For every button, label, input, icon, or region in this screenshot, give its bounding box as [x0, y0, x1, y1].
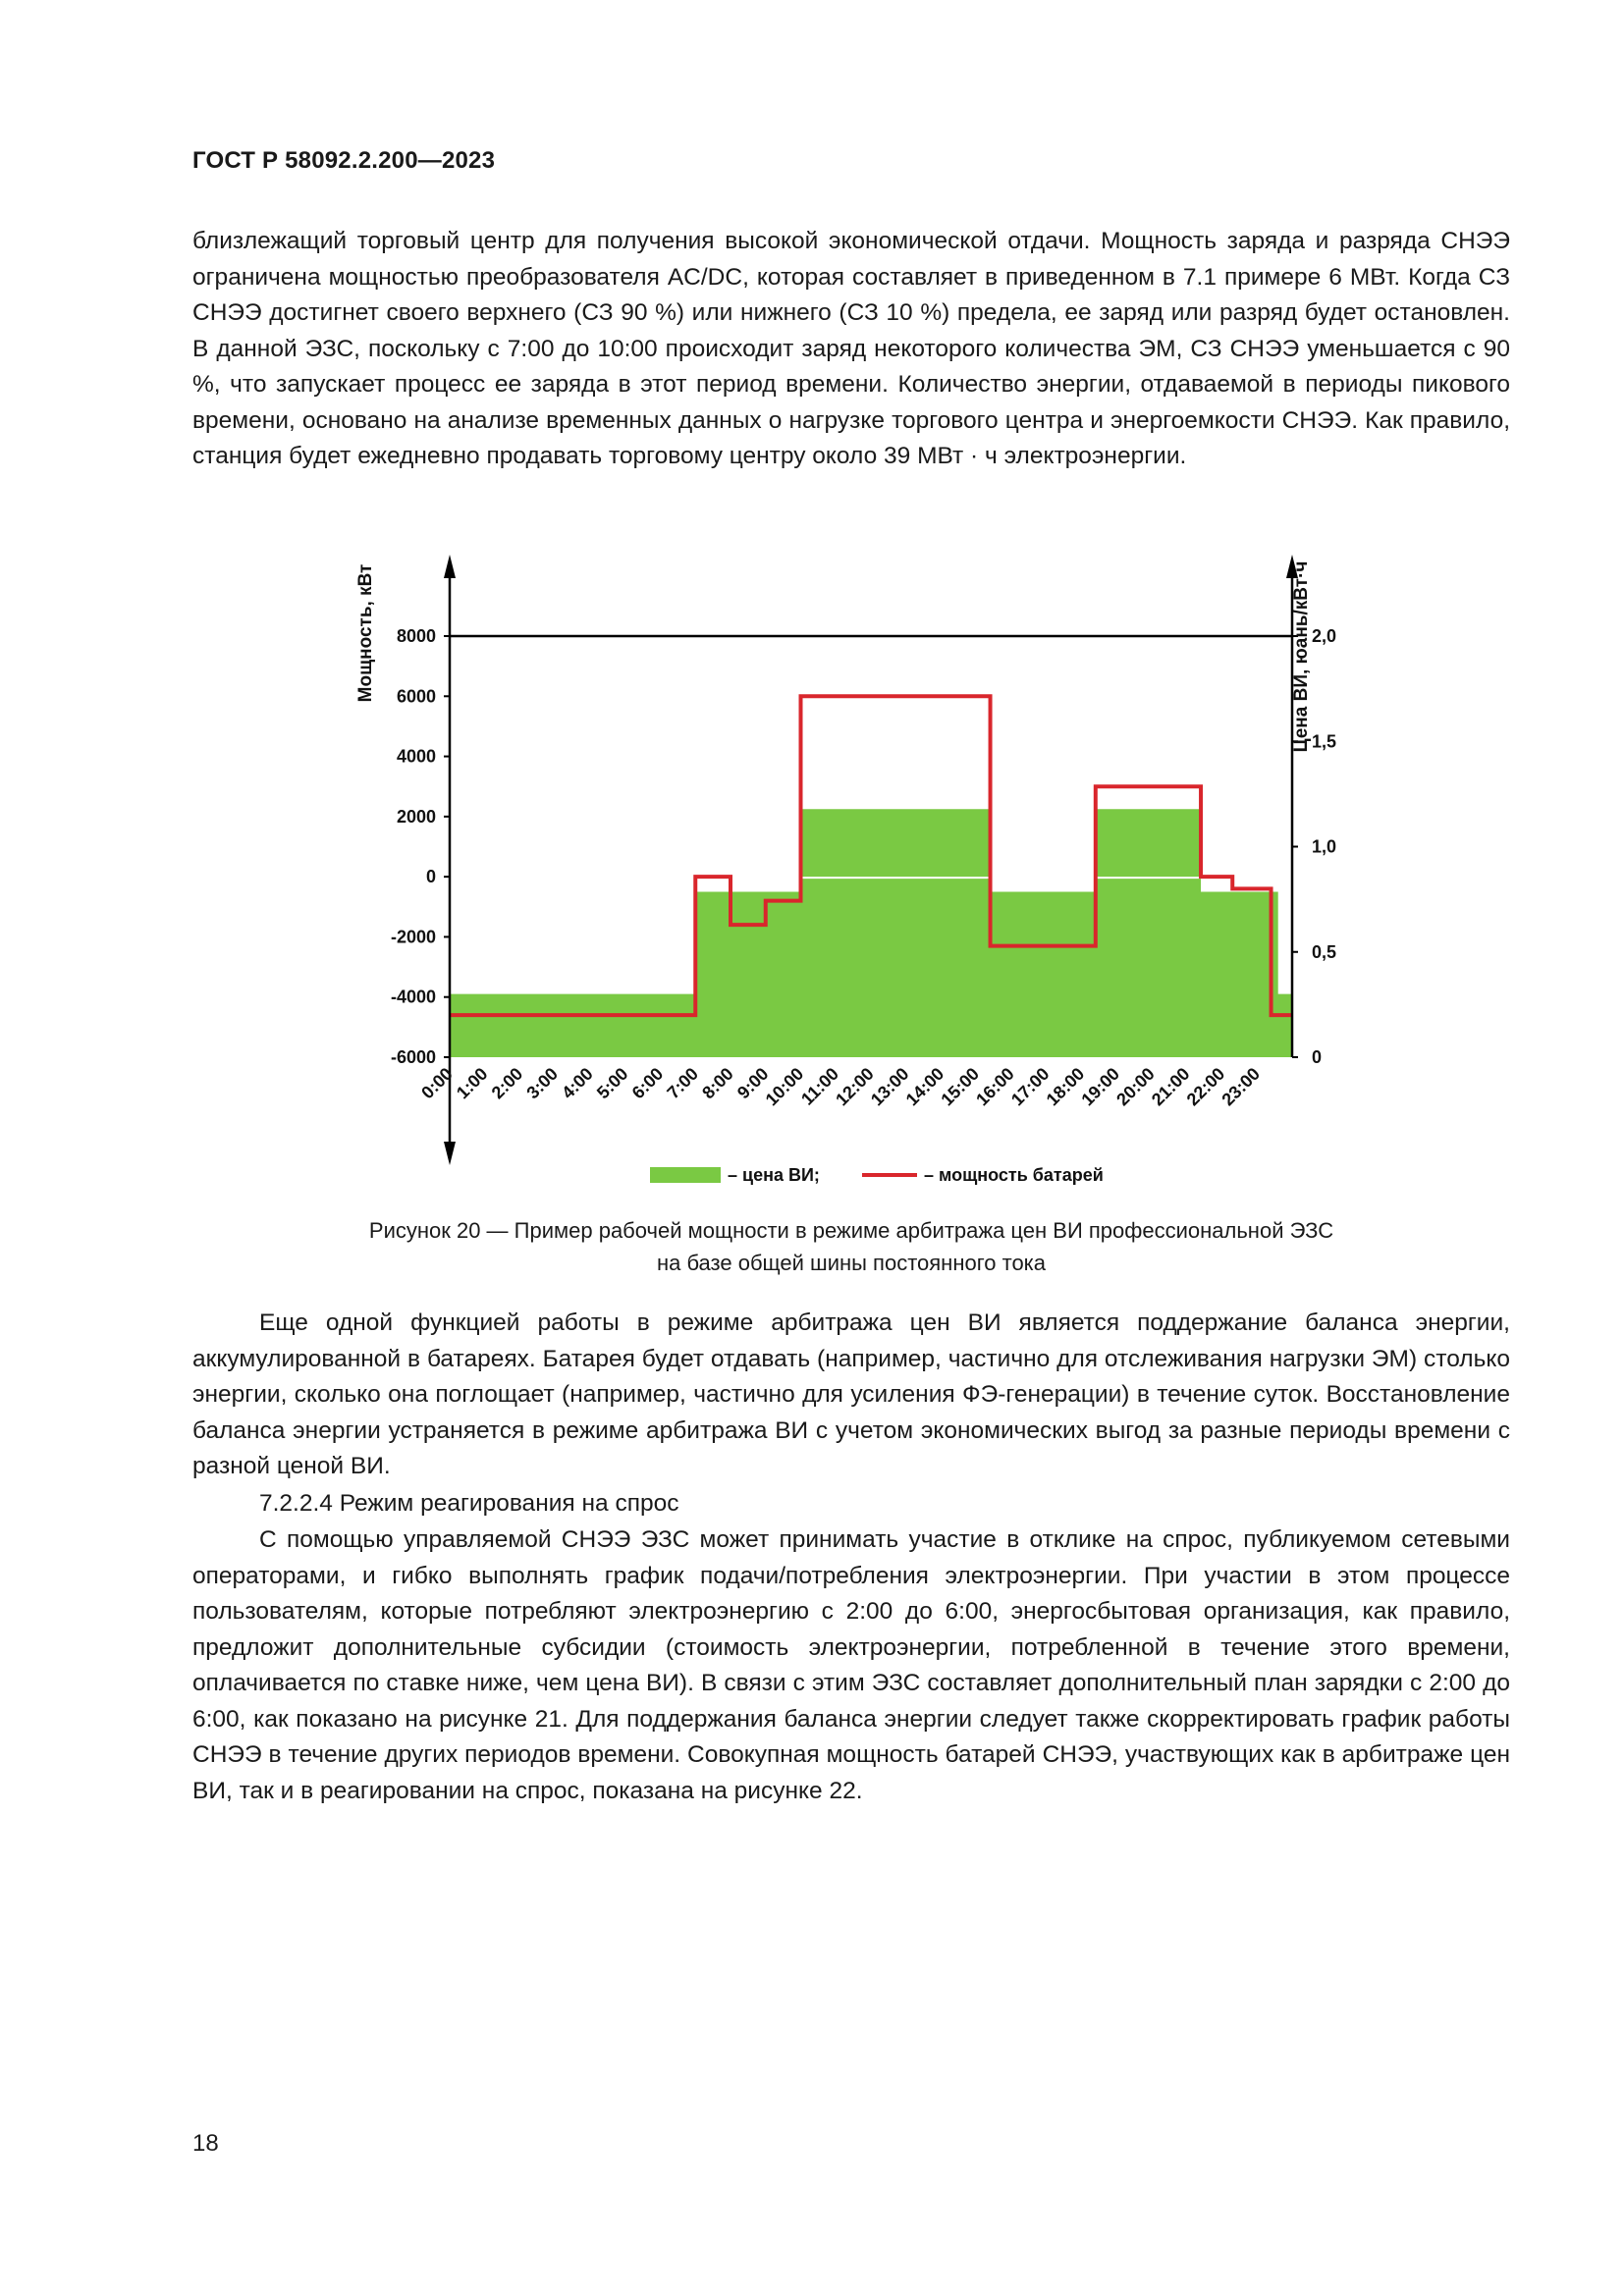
- left-tick-label: 2000: [396, 806, 436, 827]
- left-axis-arrow-down: [444, 1142, 456, 1165]
- x-tick-label: 6:00: [627, 1063, 668, 1103]
- x-tick-label: 19:00: [1077, 1063, 1124, 1110]
- left-tick-label: -2000: [390, 927, 436, 947]
- left-tick-label: 8000: [396, 626, 436, 646]
- left-tick-label: -6000: [390, 1047, 436, 1067]
- paragraph-text: С помощью управляемой СНЭЭ ЭЗС может принимать участие в отклике на спрос, публикуемом сетевыми операторами, и гибко выполнять график подачи/потребления электроэнергии. При участии в этом процессе пользователям, которые потребляют электроэнергию с 2:00 до 6:00, энергосбытовая организация, как правило, предложит дополнительные субсидии (стоимость электроэнергии, потребленной в течение этого времени, оплачивается по ставке ниже, чем цена ВИ). В связи с этим ЭЗС составляет дополнительный план зарядки с 2:00 до 6:00, как показано на рисунке 21. Для поддержания баланса энергии следует также скорректировать график работы СНЭЭ в течение других периодов времени. Совокупная мощность батарей СНЭЭ, участвующих как в арбитраже цен ВИ, так и в реагировании на спрос, показана на рисунке 22.: [192, 1526, 1510, 1804]
- x-tick-label: 7:00: [663, 1063, 703, 1103]
- left-axis-arrow-up: [444, 555, 456, 578]
- x-tick-label: 10:00: [761, 1063, 808, 1110]
- left-tick-label: 6000: [396, 686, 436, 707]
- figure-20-chart: [324, 545, 1337, 1222]
- left-tick-label: -4000: [390, 987, 436, 1007]
- x-tick-label: 17:00: [1006, 1063, 1054, 1110]
- x-tick-label: 15:00: [937, 1063, 984, 1110]
- x-tick-label: 20:00: [1112, 1063, 1159, 1110]
- left-axis-title: Мощность, кВт: [355, 563, 376, 703]
- x-tick-label: 4:00: [558, 1063, 597, 1103]
- paragraph-text: Еще одной функцией работы в режиме арбитража цен ВИ является поддержание баланса энергии, аккумулированной в батареях. Батарея будет отдавать (например, частично для отслеживания нагрузки ЭМ) столько энергии, сколько она поглощает (например, частично для усиления ФЭ-генерации) в течение суток. Восстановление баланса энергии устраняется в режиме арбитража ВИ с учетом экономических выгод за разные периоды времени с разной ценой ВИ.: [192, 1309, 1510, 1479]
- left-tick-label: 0: [425, 867, 436, 887]
- right-tick-label: 0: [1312, 1047, 1323, 1067]
- x-tick-label: 0:00: [417, 1063, 457, 1103]
- right-tick-label: 0,5: [1312, 941, 1337, 962]
- power-price-chart: [324, 545, 1337, 1222]
- figure-caption-line-1: Рисунок 20 — Пример рабочей мощности в режиме арбитража цен ВИ профессиональной ЭЗС: [368, 1218, 1334, 1243]
- x-tick-label: 13:00: [866, 1063, 913, 1110]
- right-tick-label: 1,5: [1312, 731, 1337, 752]
- legend-battery-label: – мощность батарей: [924, 1165, 1104, 1185]
- price-area: [450, 809, 1292, 1057]
- x-tick-label: 12:00: [832, 1063, 878, 1110]
- x-tick-label: 9:00: [732, 1063, 773, 1103]
- figure-caption-line-2: на базе общей шины постоянного тока: [656, 1251, 1047, 1275]
- x-tick-label: 3:00: [522, 1063, 563, 1103]
- right-tick-label: 2,0: [1312, 626, 1337, 646]
- x-tick-label: 1:00: [452, 1063, 492, 1103]
- page-number: 18: [192, 2130, 219, 2157]
- paragraph-text: близлежащий торговый центр для получения высокой экономической отдачи. Мощность заряда и разряда СНЭЭ ограничена мощностью преобразователя AC/DC, которая составляет в приведенном в 7.1 примере 6 МВт. Когда СЗ СНЭЭ достигнет своего верхнего (СЗ 90 %) или нижнего (СЗ 10 %) предела, ее заряд или разряд будет остановлен. В данной ЭЗС, поскольку с 7:00 до 10:00 происходит заряд некоторого количества ЭМ, СЗ СНЭЭ уменьшается с 90 %, что запускает процесс ее заряда в этот период времени. Количество энергии, отдаваемой в периоды пикового времени, основано на анализе временных данных о нагрузке торгового центра и энергоемкости СНЭЭ. Как правило, станция будет ежедневно продавать торговому центру около 39 МВт · ч электроэнергии.: [192, 228, 1510, 469]
- legend-price-label: – цена ВИ;: [728, 1165, 820, 1185]
- x-tick-label: 18:00: [1042, 1063, 1089, 1110]
- chart-legend: [650, 1165, 1104, 1185]
- x-tick-label: 2:00: [487, 1063, 527, 1103]
- legend-price-swatch: [650, 1167, 721, 1183]
- right-tick-label: 1,0: [1312, 836, 1337, 857]
- left-tick-label: 4000: [396, 746, 436, 767]
- right-axis-title: Цена ВИ, юань/кВт·ч: [1291, 561, 1312, 753]
- x-tick-label: 11:00: [797, 1063, 843, 1109]
- x-tick-label: 22:00: [1182, 1063, 1229, 1110]
- section-heading: 7.2.2.4 Режим реагирования на спрос: [259, 1490, 679, 1517]
- x-tick-label: 14:00: [901, 1063, 948, 1110]
- x-tick-label: 23:00: [1218, 1063, 1265, 1110]
- x-tick-label: 16:00: [972, 1063, 1018, 1110]
- document-code-header: ГОСТ Р 58092.2.200—2023: [192, 147, 496, 174]
- x-tick-label: 5:00: [592, 1063, 632, 1103]
- x-tick-label: 21:00: [1147, 1063, 1194, 1110]
- x-tick-label: 8:00: [698, 1063, 737, 1103]
